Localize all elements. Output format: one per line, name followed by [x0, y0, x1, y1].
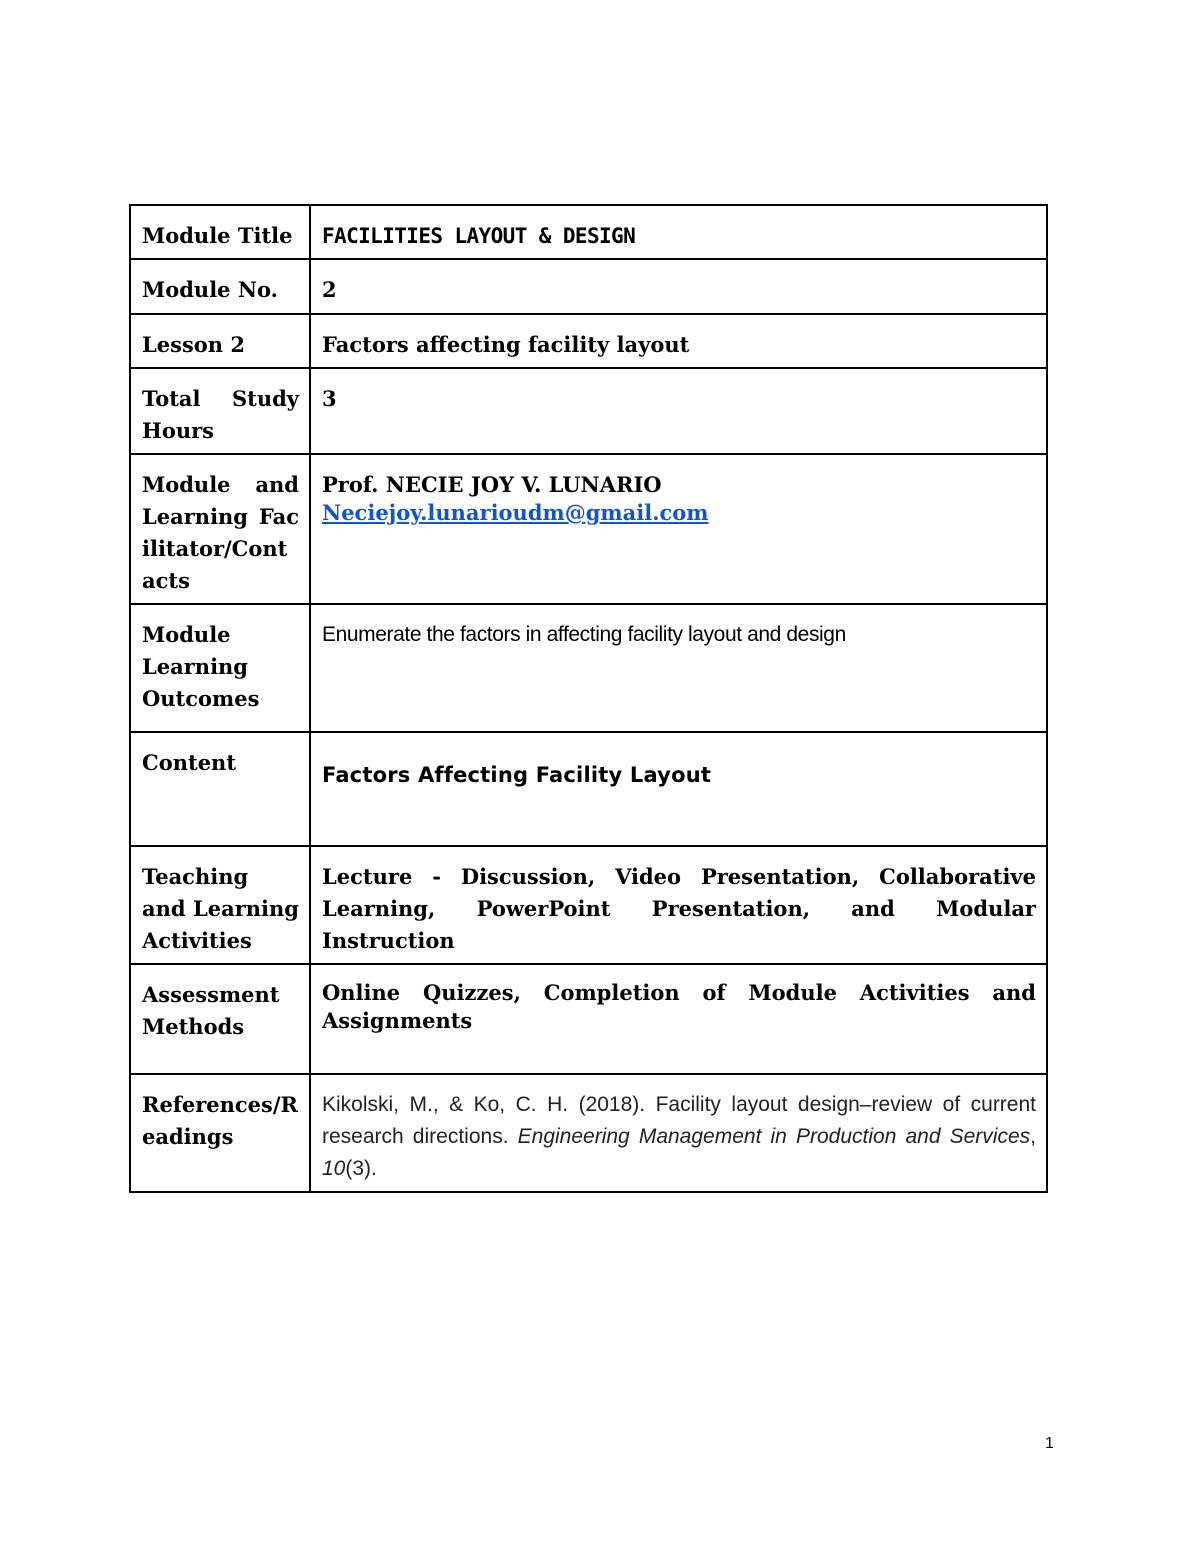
citation-journal: Engineering Management in Production and Services [517, 1125, 1031, 1148]
row-outcomes [130, 604, 1047, 732]
row-lesson [130, 314, 1047, 368]
row-study-hours [130, 368, 1047, 454]
module-title-value: FACILITIES LAYOUT & DESIGN [310, 205, 1047, 259]
activities-value: Lecture - Discussion, Video Presentation, Collaborative Learning, PowerPoint Presentation, and Modular Instruction [310, 846, 1047, 964]
references-label: References/Readings [130, 1074, 310, 1192]
row-module-no [130, 259, 1047, 314]
content-value [310, 732, 1047, 846]
page-number: 1 [1045, 1435, 1054, 1452]
assessment-value: Online Quizzes, Completion of Module Activities and Assignments [310, 964, 1047, 1074]
row-references [130, 1074, 1047, 1192]
citation-authors: Kikolski, M., & Ko, C. H. (2018). Facility layout design–review of current research directions. [322, 1093, 1036, 1148]
module-title-label: Module Title [130, 205, 310, 259]
module-no-label: Module No. [130, 259, 310, 314]
content-label: Content [130, 732, 310, 846]
lesson-label: Lesson 2 [130, 314, 310, 368]
citation-volume: 10 [322, 1157, 346, 1180]
outcomes-value: Enumerate the factors in affecting facility layout and design [310, 604, 1047, 732]
citation-issue: (3). [345, 1157, 377, 1180]
row-activities [130, 846, 1047, 964]
row-content [130, 732, 1047, 846]
lesson-value: Factors affecting facility layout [310, 314, 1047, 368]
row-assessment [130, 964, 1047, 1074]
activities-label: Teaching and Learning Activities [130, 846, 310, 964]
facilitator-email-link[interactable]: Neciejoy.lunarioudm@gmail.com [322, 500, 709, 525]
outcomes-label: Module Learning Outcomes [130, 604, 310, 732]
facilitator-label: Module and Learning Facilitator/Contacts [130, 454, 310, 604]
facilitator-name: Prof. NECIE JOY V. LUNARIO [322, 472, 662, 497]
row-facilitator [130, 454, 1047, 604]
study-hours-value: 3 [310, 368, 1047, 454]
citation-separator: , [1030, 1125, 1036, 1148]
content-text: Factors Affecting Facility Layout [322, 763, 712, 787]
module-no-value: 2 [310, 259, 1047, 314]
references-value [310, 1074, 1047, 1192]
module-info-table [129, 204, 1048, 1193]
facilitator-value [310, 454, 1047, 604]
study-hours-label: Total Study Hours [130, 368, 310, 454]
assessment-label: Assessment Methods [130, 964, 310, 1074]
row-module-title [130, 205, 1047, 259]
